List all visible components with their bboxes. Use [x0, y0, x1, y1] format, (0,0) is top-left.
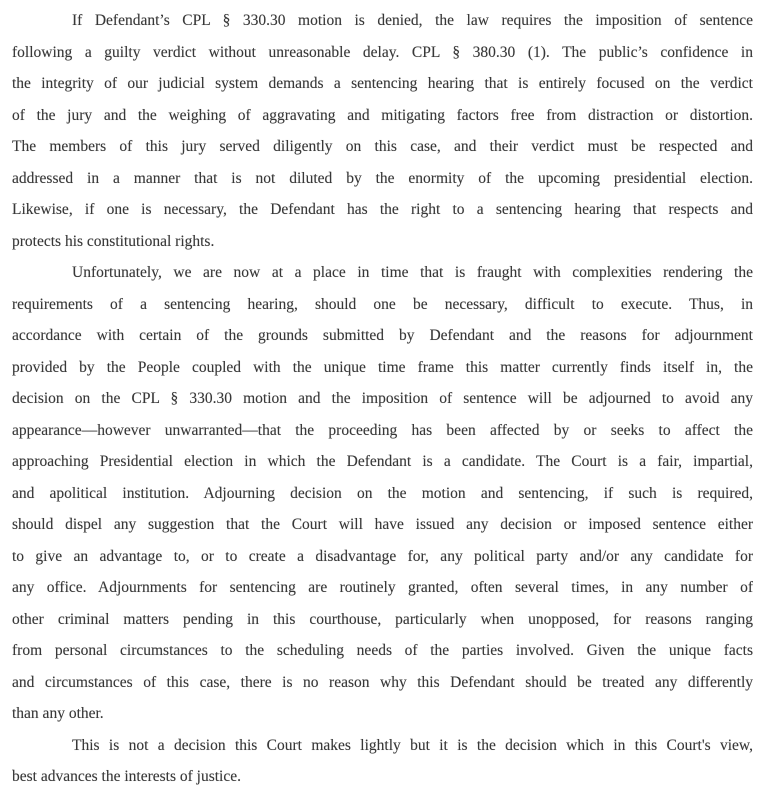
text-line: best advances the interests of justice.: [12, 768, 241, 785]
text-line: and apolitical institution. Adjourning decision on the motion and sentencing, if such is required,: [12, 484, 753, 502]
text-line: approaching Presidential election in which the Defendant is a candidate. The Court is a fair, impartial,: [12, 453, 753, 470]
paragraph: [12, 730, 753, 793]
text-line: appearance—however unwarranted—that the proceeding has been affected by or seeks to affect the: [12, 421, 753, 439]
text-line: the integrity of our judicial system demands a sentencing hearing that is entirely focused on the verdict: [12, 75, 753, 92]
text-line: The members of this jury served diligently on this case, and their verdict must be respected and: [12, 138, 753, 155]
text-line: and circumstances of this case, there is no reason why this Defendant should be treated any differently: [12, 673, 753, 691]
text-line: This is not a decision this Court makes lightly but it is the decision which in this Court's view,: [72, 736, 753, 754]
text-line: any office. Adjournments for sentencing are routinely granted, often several times, in any number of: [12, 579, 753, 596]
text-line: addressed in a manner that is not diluted by the enormity of the upcoming presidential election.: [12, 169, 753, 187]
text-line: of the jury and the weighing of aggravating and mitigating factors free from distraction or distortion.: [12, 106, 753, 124]
paragraph: [12, 257, 753, 730]
text-line: other criminal matters pending in this courthouse, particularly when unopposed, for reasons ranging: [12, 610, 753, 628]
text-line: should dispel any suggestion that the Court will have issued any decision or imposed sentence either: [12, 516, 753, 533]
text-line: provided by the People coupled with the unique time frame this matter currently finds itself in, the: [12, 358, 753, 376]
text-line: If Defendant’s CPL § 330.30 motion is denied, the law requires the imposition of sentence: [72, 12, 753, 29]
text-line: Unfortunately, we are now at a place in time that is fraught with complexities rendering the: [72, 264, 753, 281]
text-line: to give an advantage to, or to create a disadvantage for, any political party and/or any candidate for: [12, 547, 753, 565]
text-line: from personal circumstances to the scheduling needs of the parties involved. Given the unique facts: [12, 642, 753, 659]
text-line: decision on the CPL § 330.30 motion and the imposition of sentence will be adjourned to avoid any: [12, 390, 753, 407]
text-line: accordance with certain of the grounds submitted by Defendant and the reasons for adjournment: [12, 327, 753, 344]
text-line: protects his constitutional rights.: [12, 232, 215, 250]
paragraph: [12, 5, 753, 257]
text-line: requirements of a sentencing hearing, should one be necessary, difficult to execute. Thus, in: [12, 295, 753, 313]
text-line: following a guilty verdict without unreasonable delay. CPL § 380.30 (1). The public’s confidence in: [12, 43, 753, 61]
text-line: than any other.: [12, 705, 104, 722]
text-line: Likewise, if one is necessary, the Defendant has the right to a sentencing hearing that respects and: [12, 201, 753, 218]
